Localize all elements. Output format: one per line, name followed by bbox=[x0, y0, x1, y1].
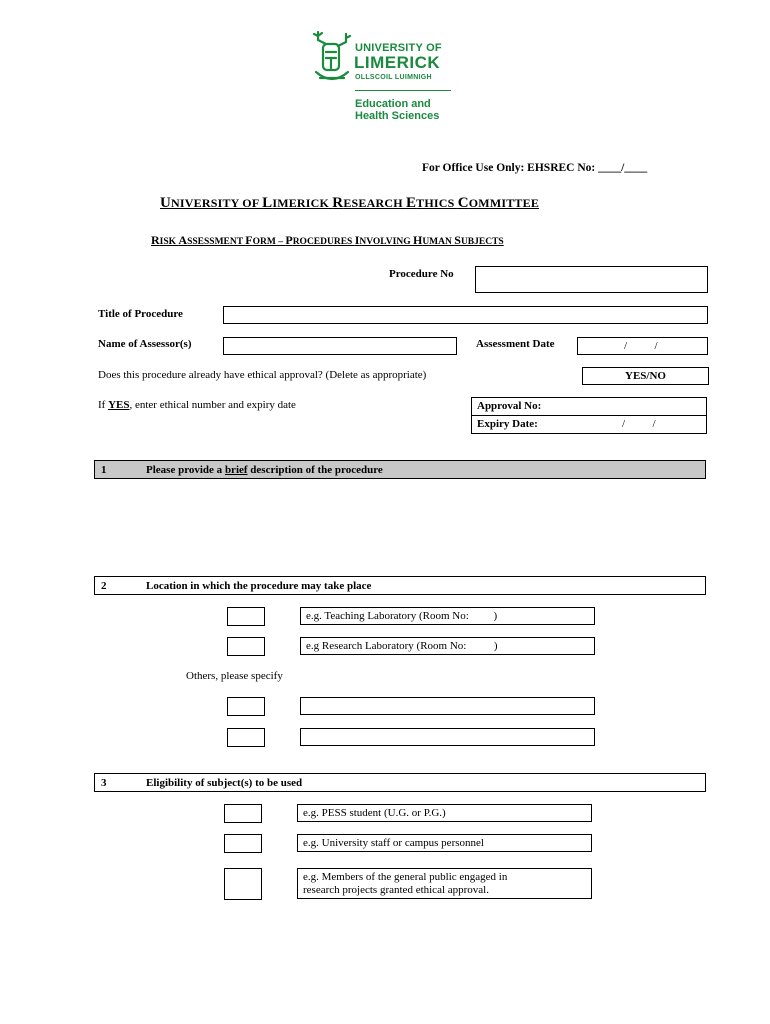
approval-divider bbox=[472, 415, 706, 416]
subtitle-part-6: UMAN bbox=[422, 237, 455, 247]
stag-emblem-icon bbox=[312, 28, 352, 88]
location-teaching-lab-field[interactable] bbox=[300, 607, 595, 625]
location-research-lab-field[interactable] bbox=[300, 637, 595, 655]
title-part-5: OMMITTEE bbox=[468, 196, 540, 210]
location-other-2-field[interactable] bbox=[300, 728, 595, 746]
logo-faculty-line1: Education and bbox=[355, 98, 431, 110]
subtitle-cap-2: A bbox=[178, 233, 188, 247]
section-3-header bbox=[94, 773, 706, 792]
section-1-header bbox=[94, 460, 706, 479]
if-yes-word: YES bbox=[108, 399, 130, 411]
title-cap-3: R bbox=[332, 195, 344, 211]
approval-question-label: Does this procedure already have ethical approval? (Delete as appropriate) bbox=[98, 369, 427, 381]
yes-no-field[interactable] bbox=[582, 367, 709, 385]
subject-general-public-field[interactable] bbox=[297, 868, 592, 899]
subject-general-public-text-line1: e.g. Members of the general public engaged in bbox=[303, 871, 508, 883]
subtitle-cap-6: H bbox=[412, 233, 423, 247]
approval-no-label[interactable]: Approval No: bbox=[477, 400, 542, 412]
subtitle-cap-1: R bbox=[151, 233, 160, 247]
logo-line-limerick: LIMERICK bbox=[354, 53, 441, 72]
if-yes-instruction bbox=[98, 399, 296, 411]
subtitle-part-7: UBJECTS bbox=[460, 237, 504, 247]
subtitle-cap-7: S bbox=[454, 233, 461, 247]
title-part-4: THICS bbox=[416, 196, 458, 210]
subject-university-staff-field[interactable] bbox=[297, 834, 592, 852]
logo-line-ollscoil: OLLSCOIL LUIMNIGH bbox=[355, 74, 432, 81]
title-part-1: NIVERSITY OF bbox=[171, 196, 263, 210]
location-teaching-lab-checkbox[interactable] bbox=[227, 607, 265, 626]
location-research-lab-checkbox[interactable] bbox=[227, 637, 265, 656]
subtitle-cap-4: P bbox=[285, 233, 293, 247]
section-2-header bbox=[94, 576, 706, 595]
subject-university-staff-text: e.g. University staff or campus personnel bbox=[303, 837, 484, 849]
section-2-number: 2 bbox=[101, 580, 107, 592]
page-subtitle bbox=[151, 233, 504, 248]
approval-details-box bbox=[471, 397, 707, 434]
subtitle-part-5: NVOLVING bbox=[359, 237, 413, 247]
subject-general-public-checkbox[interactable] bbox=[224, 868, 262, 900]
subject-pess-student-field[interactable] bbox=[297, 804, 592, 822]
yes-no-value: YES/NO bbox=[625, 370, 666, 382]
title-cap-5: C bbox=[457, 195, 469, 211]
logo-faculty-line2: Health Sciences bbox=[355, 110, 440, 122]
title-cap-4: E bbox=[405, 195, 417, 211]
subject-university-staff-checkbox[interactable] bbox=[224, 834, 262, 853]
location-teaching-lab-text: e.g. Teaching Laboratory (Room No: ) bbox=[306, 610, 498, 622]
assessment-date-label: Assessment Date bbox=[476, 338, 555, 350]
subtitle-cap-5: I bbox=[354, 233, 360, 247]
section-1-title-brief: brief bbox=[224, 464, 248, 476]
section-3-number: 3 bbox=[101, 777, 107, 789]
logo-divider bbox=[355, 90, 451, 91]
expiry-date-value: / / bbox=[622, 418, 656, 430]
title-part-2: IMERICK bbox=[272, 196, 333, 210]
title-cap-2: L bbox=[262, 195, 273, 211]
section-1-description-area[interactable] bbox=[94, 480, 706, 572]
location-other-1-field[interactable] bbox=[300, 697, 595, 715]
procedure-no-input[interactable] bbox=[475, 266, 708, 293]
others-specify-label: Others, please specify bbox=[186, 670, 283, 682]
location-other-2-checkbox[interactable] bbox=[227, 728, 265, 747]
location-research-lab-text: e.g Research Laboratory (Room No: ) bbox=[306, 640, 498, 652]
expiry-date-label[interactable]: Expiry Date: bbox=[477, 418, 538, 430]
if-yes-prefix: If bbox=[98, 399, 109, 411]
subtitle-part-4: ROCEDURES bbox=[292, 237, 355, 247]
title-of-procedure-input[interactable] bbox=[223, 306, 708, 324]
subject-pess-student-text: e.g. PESS student (U.G. or P.G.) bbox=[303, 807, 446, 819]
section-1-title-c: description of the procedure bbox=[247, 464, 383, 476]
title-of-procedure-label: Title of Procedure bbox=[98, 308, 183, 320]
subject-general-public-text-line2: research projects granted ethical approval. bbox=[303, 884, 489, 896]
subtitle-part-2: SSESSMENT bbox=[187, 237, 246, 247]
subtitle-part-3: ORM – bbox=[252, 237, 286, 247]
office-use-label: For Office Use Only: EHSREC No: ____/____ bbox=[422, 162, 648, 174]
assessor-name-input[interactable] bbox=[223, 337, 457, 355]
assessment-date-input[interactable] bbox=[577, 337, 708, 355]
section-1-title bbox=[146, 464, 383, 476]
title-part-3: ESEARCH bbox=[343, 196, 406, 210]
procedure-no-label: Procedure No bbox=[389, 268, 454, 280]
section-1-title-a: Please provide a bbox=[146, 464, 225, 476]
location-other-1-checkbox[interactable] bbox=[227, 697, 265, 716]
assessor-name-label: Name of Assessor(s) bbox=[98, 338, 192, 350]
section-2-title: Location in which the procedure may take place bbox=[146, 580, 372, 592]
page-title bbox=[160, 195, 539, 212]
subject-pess-student-checkbox[interactable] bbox=[224, 804, 262, 823]
title-cap-1: U bbox=[160, 195, 172, 211]
subtitle-part-1: ISK bbox=[159, 237, 179, 247]
logo-line-university-of: UNIVERSITY OF bbox=[355, 42, 442, 54]
section-1-number: 1 bbox=[101, 464, 107, 476]
university-logo bbox=[312, 28, 462, 124]
section-3-title: Eligibility of subject(s) to be used bbox=[146, 777, 303, 789]
assessment-date-value: / / bbox=[624, 340, 658, 352]
if-yes-suffix: , enter ethical number and expiry date bbox=[129, 399, 296, 411]
subtitle-cap-3: F bbox=[245, 233, 253, 247]
